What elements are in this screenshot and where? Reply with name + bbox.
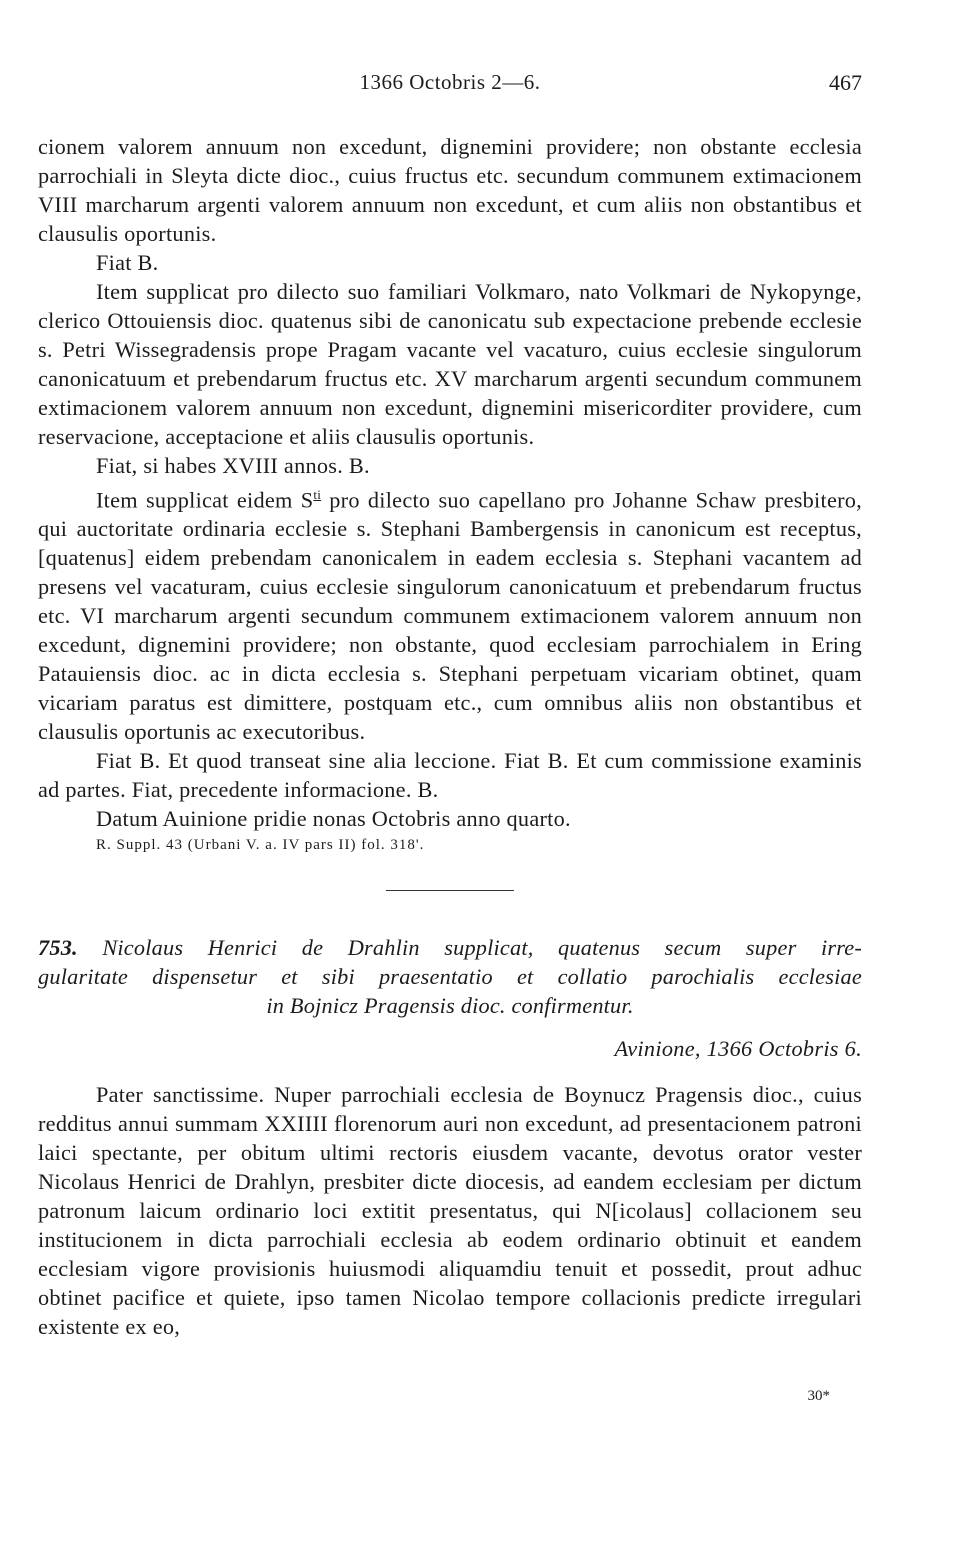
entry-dateline: Avinione, 1366 Octobris 6. (614, 1036, 862, 1062)
running-header (38, 60, 862, 100)
document-body (38, 132, 862, 833)
page-number: 467 (829, 70, 862, 95)
entry-regest (38, 933, 862, 1020)
paragraph-fiat-age: Fiat, si habes XVIII annos. B. (96, 453, 370, 478)
regest-line-2: gularitate dispensetur et sibi praesentatio et collatio parochialis ecclesiae (38, 964, 862, 990)
signature-mark: 30* (807, 1388, 830, 1404)
paragraph-datum: Datum Auinione pridie nonas Octobris anno quarto. (96, 806, 571, 832)
source-reference: R. Suppl. 43 (Urbani V. a. IV pars II) fol. 318'. (96, 837, 425, 854)
header-title: 1366 Octobris 2—6. (359, 70, 541, 94)
paragraph-petition: Pater sanctissime. Nuper parrochiali ecclesia de Boynucz Pragensis dioc., cuius redditus annui summam XXIIII florenorum auri non excedunt, ad presentacionem patroni laici spectante, per obitum ultimi rectoris eiusdem vacante, devotus orator vester Nicolaus Henrici de Drahlyn, presbiter dicte diocesis, ad eandem ecclesiam per dictum patronum laicum ordinario loci extitit presentatus, qui N[icolaus] collacionem seu institucionem in dicta parrochiali ecclesia ab eodem ordinario obtinuit et eandem ecclesiam vigore provisionis huiusmodi aliquamdiu tenuit et possedit, prout adhuc obtinet pacifice et quiete, ipso tamen Nicolao tempore collacionis predicte irregulari existente ex eo, (38, 1082, 862, 1340)
paragraph-supplication-volkmar: Item supplicat pro dilecto suo familiari Volkmaro, nato Volkmari de Nykopynge, clerico Ottouiensis dioc. quatenus sibi de canonicatu sub expectacione prebende ecclesie s. Petri Wissegradensis prope Pragam vacante vel vacaturo, cuius ecclesie singulorum canonicatuum et prebendarum fructus etc. XV marcharum argenti secundum communem extimacionem valorem annuum non excedunt, dignemini misericorditer providere, cum reservacione, acceptacione et aliis clausulis oportunis. (38, 279, 862, 449)
supplication-opening: Item supplicat eidem S (96, 487, 314, 513)
paragraph-fiat-commission: Fiat B. Et quod transeat sine alia leccione. Fiat B. Et cum commissione examinis ad partes. Fiat, precedente informacione. B. (38, 748, 862, 803)
paragraph-supplication-schaw (38, 480, 862, 746)
regest-line-1 (38, 933, 862, 962)
entry-number: 753. (38, 935, 78, 961)
regest-line-3: in Bojnicz Pragensis dioc. confirmentur. (266, 993, 634, 1019)
section-divider (386, 890, 514, 891)
paragraph-fiat: Fiat B. (96, 250, 159, 275)
supplication-body: pro dilecto suo capellano pro Johanne Schaw presbitero, qui auctoritate ordinaria ecclesie s. Stephani Bambergensis in canonicum est receptus, [quatenus] eidem prebendam canonicalem in eadem ecclesia s. Stephani vacantem ad presens vel vacaturam, cuius ecclesie singulorum canonicatuum et prebendarum fructus etc. VI marcharum argenti secundum communem extimacionem valorem annuum non excedunt, dignemini providere; non obstante, quod ecclesiam parrochialem in Ering Patauiensis dioc. ac in dicta ecclesia s. Stephani perpetuam vicariam obtinet, quam vicariam paratus est dimittere, postquam etc., cum omnibus aliis non obstantibus et clausulis oportunis ac executoribus. (38, 487, 862, 745)
paragraph-continuation: cionem valorem annuum non excedunt, dignemini providere; non obstante ecclesia parrochiali in Sleyta dicte dioc., cuius fructus etc. secundum communem extimacionem VIII marcharum argenti valorem annuum non excedunt, et cum aliis non obstantibus et clausulis oportunis. (38, 134, 862, 246)
superscript-abbreviation: ti (313, 487, 322, 502)
document-page (38, 60, 862, 1341)
petition-text (38, 1080, 862, 1341)
regest-text-1: Nicolaus Henrici de Drahlin supplicat, quatenus secum super irre- (102, 935, 862, 961)
